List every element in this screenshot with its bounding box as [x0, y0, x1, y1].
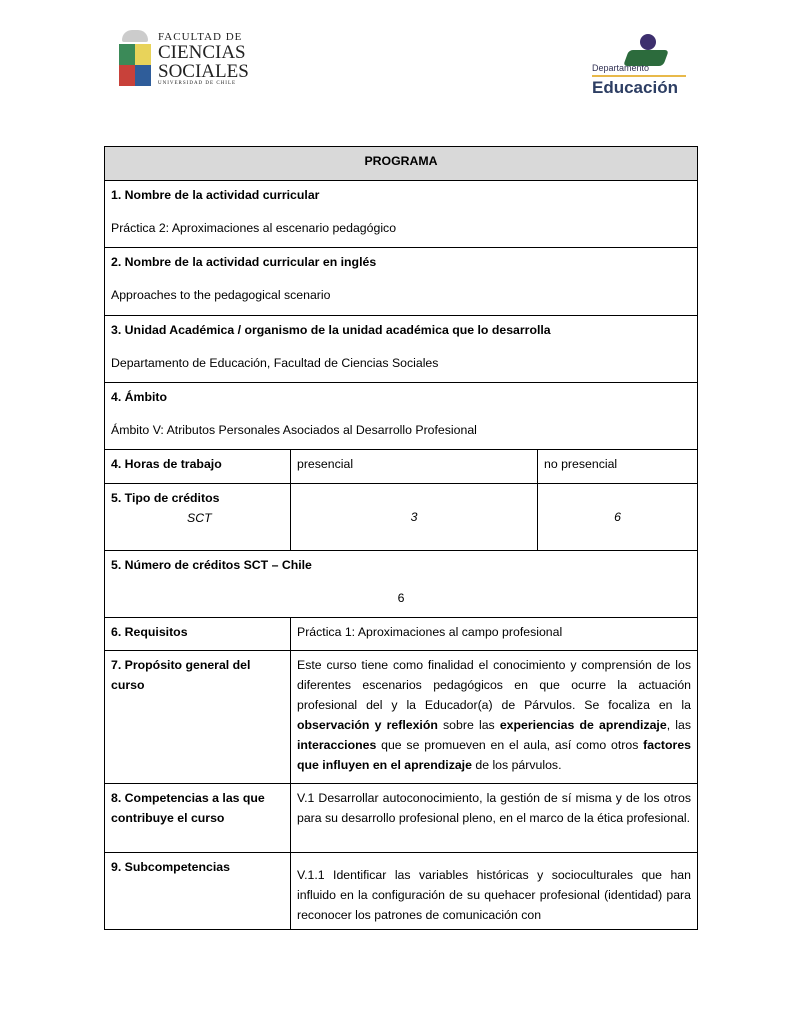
proposito-label: 7. Propósito general del curso [111, 658, 251, 692]
requisitos-value: Práctica 1: Aproximaciones al campo profesional [291, 618, 698, 651]
departamento-educacion-logo [590, 34, 690, 98]
section-label: 3. Unidad Académica / organismo de la unidad académica que lo desarrolla [111, 323, 551, 337]
proposito-segment: interacciones [297, 738, 377, 752]
section-label: 5. Número de créditos SCT – Chile [111, 558, 312, 572]
proposito-segment: factores que influyen en el aprendizaje [297, 738, 691, 772]
logo-text: UNIVERSIDAD DE CHILE [158, 81, 237, 86]
section-numero-creditos [105, 551, 698, 618]
requisitos-label: 6. Requisitos [111, 625, 188, 639]
proposito-segment: experiencias de aprendizaje [499, 718, 667, 732]
subcompetencias-value: V.1.1 Identificar las variables históricas y socioculturales que han influido en la configuración de su quehacer profesional (identidad) para reconocer los patrones de comunicación con [291, 853, 698, 930]
logo-text: CIENCIAS [158, 42, 246, 63]
section-value: 6 [397, 591, 405, 605]
figure-icon [640, 34, 656, 50]
horas-no-presencial: no presencial [538, 450, 698, 484]
section-label: 1. Nombre de la actividad curricular [111, 188, 320, 202]
program-table [104, 146, 698, 930]
section-nombre [105, 181, 698, 248]
tipo-label: 5. Tipo de créditos [111, 491, 220, 505]
university-shield-icon [118, 30, 152, 88]
section-nombre-ingles [105, 248, 698, 316]
section-label: 2. Nombre de la actividad curricular en inglés [111, 255, 377, 269]
subcompetencias-label: 9. Subcompetencias [111, 860, 230, 874]
horas-presencial: presencial [291, 450, 538, 484]
section-value: Práctica 2: Aproximaciones al escenario pedagógico [111, 221, 397, 235]
competencias-value: V.1 Desarrollar autoconocimiento, la gestión de sí misma y de los otros para su desarrollo profesional pleno, en el marco de la ética profesional. [291, 784, 698, 853]
section-label: 4. Ámbito [111, 390, 168, 404]
logo-text: Departamento [592, 63, 650, 73]
section-unidad [105, 316, 698, 383]
section-ambito [105, 383, 698, 450]
section-value: Ámbito V: Atributos Personales Asociados al Desarrollo Profesional [111, 423, 477, 437]
proposito-segment: que se promueven en el aula, así como otros [376, 738, 644, 752]
tipo-sub: SCT [187, 511, 212, 525]
section-value: Departamento de Educación, Facultad de Ciencias Sociales [111, 356, 439, 370]
logo-text: Educación [592, 78, 678, 97]
creditos-no-presencial: 6 [614, 510, 621, 524]
proposito-segment: de los párvulos. [471, 758, 562, 772]
horas-label: 4. Horas de trabajo [111, 457, 222, 471]
table-title: PROGRAMA [105, 147, 698, 181]
logo-text: FACULTAD DE [158, 31, 243, 43]
proposito-segment: sobre las [437, 718, 500, 732]
section-value: Approaches to the pedagogical scenario [111, 288, 331, 302]
competencias-label: 8. Competencias a las que contribuye el curso [111, 791, 265, 825]
proposito-segment: , las [666, 718, 692, 732]
proposito-segment: observación y reflexión [297, 718, 438, 732]
creditos-presencial: 3 [410, 510, 418, 524]
facultad-logo [118, 30, 249, 88]
proposito-segment: Este curso tiene como finalidad el conocimiento y comprensión de los diferentes escenarios pedagógicos en que ocurre la actuación profesional del y la Educador(a) de Párvulos. Se focaliza en la [297, 658, 691, 712]
proposito-value [291, 651, 698, 784]
logo-text: SOCIALES [158, 61, 249, 82]
